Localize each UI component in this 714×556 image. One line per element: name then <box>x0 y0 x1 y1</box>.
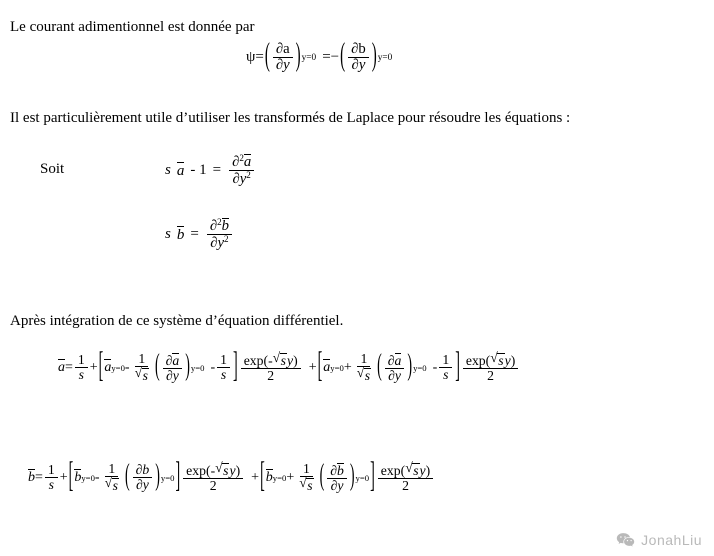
fraction-db-dy <box>133 463 153 493</box>
variable-y: y <box>358 57 366 74</box>
minus-sign: - <box>432 359 438 375</box>
denominator-sqrt-s: √ s <box>354 367 374 383</box>
fraction-one-over-s <box>45 463 58 493</box>
b-bar: b <box>337 462 344 478</box>
equation-solution-a <box>58 347 520 387</box>
variable-b: b <box>358 41 366 57</box>
paren-group-da-dy <box>154 350 191 384</box>
numerator-one: 1 <box>217 353 230 368</box>
fraction-one-over-sqrt-s <box>296 462 316 494</box>
variable-y: y <box>283 57 290 74</box>
paren-group-db-dy <box>124 460 161 494</box>
variable-y: y <box>239 171 247 188</box>
left-paren: ( <box>124 460 130 494</box>
plus-sign: + <box>286 469 295 485</box>
numerator-one: 1 <box>439 353 452 368</box>
variable-y: y <box>504 353 511 368</box>
partial-symbol: ∂ <box>351 57 359 74</box>
a-bar: a <box>104 360 112 376</box>
paren-group-db-dy <box>319 460 356 494</box>
partial-symbol: ∂ <box>330 462 338 478</box>
equation-laplace-b <box>165 218 234 252</box>
partial-symbol: ∂ <box>388 367 395 383</box>
right-paren: ) <box>371 39 377 75</box>
right-paren: ) <box>155 460 160 494</box>
left-bracket: [ <box>260 457 265 497</box>
exp-label: exp <box>243 353 264 368</box>
partial-symbol: ∂ <box>387 352 395 368</box>
a-bar: a <box>394 352 402 368</box>
left-paren: ( <box>340 39 346 75</box>
partial-symbol: ∂ <box>210 235 218 252</box>
left-bracket: [ <box>317 347 323 387</box>
numerator-one: 1 <box>300 462 313 477</box>
plus-sign: + <box>343 359 352 375</box>
b-bar: b <box>221 218 229 234</box>
minus-sign: - <box>124 359 130 375</box>
fraction-exp-neg-over-two: $\frac{\exp(- √ sy)}{2}$ <box>241 352 301 384</box>
left-bracket: [ <box>98 347 104 387</box>
paren-group-da-dy <box>376 350 413 384</box>
partial-symbol: ∂ <box>165 367 173 383</box>
right-bracket: ] <box>455 347 460 387</box>
psi-symbol: ψ <box>246 49 256 66</box>
bracket-group-2 <box>317 347 461 387</box>
subscript-y0: y=0 <box>301 52 317 63</box>
fraction-one-over-sqrt-s <box>102 462 122 494</box>
a-bar: a <box>176 162 185 179</box>
partial-symbol: ∂ <box>232 171 240 188</box>
exp-label: exp <box>465 353 486 368</box>
fraction-exp-pos-over-two: $\frac{\exp( √ sy)}{2}$ <box>378 462 433 494</box>
denominator-sqrt-s: √ s <box>102 477 122 493</box>
right-bracket: ] <box>233 347 238 387</box>
fraction-exp-neg-over-two: $\frac{\exp(- √ sy)}{2}$ <box>183 462 243 494</box>
right-paren: ) <box>295 39 301 75</box>
watermark <box>616 532 702 548</box>
left-paren: ( <box>264 39 270 75</box>
left-paren: ( <box>319 460 325 494</box>
variable-y: y <box>337 477 344 493</box>
fraction-one-over-s <box>217 353 230 383</box>
minus-sign: - <box>210 359 216 375</box>
paragraph-apres-integration: Après intégration de ce système d’équation différentiel. <box>10 313 344 329</box>
equals-sign: = <box>35 469 43 485</box>
minus-sign: - <box>268 353 273 368</box>
exp-label: exp <box>380 463 401 478</box>
a-bar: a <box>323 360 331 376</box>
b-bar: b <box>74 470 82 486</box>
exponent-two: 2 <box>224 234 229 245</box>
watermark-label: JonahLiu <box>641 532 702 548</box>
fraction-db-dy <box>327 463 347 494</box>
wechat-icon <box>616 532 635 548</box>
numerator-one: 1 <box>75 353 88 368</box>
fraction-one-over-s <box>75 353 88 383</box>
exp-label: exp <box>186 463 206 478</box>
equals-sign: = <box>322 49 331 66</box>
b-bar: b <box>265 470 273 486</box>
equation-psi <box>246 39 393 75</box>
paragraph-intro: Le courant adimentionnel est donnée par <box>10 19 255 35</box>
denominator-sqrt-s: √ s <box>132 367 152 383</box>
variable-b: b <box>142 462 150 477</box>
equals-sign: = <box>65 359 73 375</box>
equals-sign: = <box>190 226 199 243</box>
left-bracket: [ <box>68 457 74 497</box>
subscript-y0: y=0 <box>413 362 427 373</box>
denominator-two: 2 <box>267 368 275 384</box>
partial-symbol: ∂ <box>351 41 359 57</box>
variable-s: s <box>165 162 171 179</box>
right-bracket: ] <box>370 457 375 497</box>
right-paren: ) <box>185 350 190 384</box>
partial-symbol: ∂ <box>135 477 143 493</box>
variable-y: y <box>287 353 294 368</box>
minus-sign: - <box>94 469 100 485</box>
subscript-y0: y=0 <box>190 362 205 373</box>
subscript-y0: y=0 <box>355 472 370 483</box>
numerator-one: 1 <box>357 352 370 367</box>
fraction-db-dy <box>348 42 369 74</box>
fraction-one-over-s <box>439 353 452 383</box>
b-bar: b <box>28 470 35 486</box>
fraction-exp-pos-over-two: $\frac{\exp( √ sy)}{2}$ <box>463 352 518 384</box>
right-paren: ) <box>349 460 355 494</box>
numerator-one: 1 <box>135 352 148 367</box>
b-bar: b <box>176 226 185 243</box>
minus-sign: − <box>330 49 340 66</box>
denominator-two: 2 <box>402 478 409 494</box>
paren-group-a <box>264 39 302 75</box>
fraction-one-over-sqrt-s <box>354 352 374 384</box>
bracket-group-2 <box>259 457 376 497</box>
denominator-two: 2 <box>487 368 494 384</box>
denominator-two: 2 <box>209 478 217 494</box>
a-bar: a <box>58 360 65 376</box>
exponent-two: 2 <box>239 153 244 163</box>
fraction-d2a-dy2 <box>229 154 254 188</box>
partial-symbol: ∂ <box>275 41 284 57</box>
exponent-two: 2 <box>217 217 222 227</box>
bracket-group-1 <box>98 347 239 387</box>
equals-sign: = <box>212 162 222 179</box>
subscript-y0: y=0 <box>330 362 344 373</box>
numerator-one: 1 <box>105 462 118 477</box>
numerator-one: 1 <box>45 463 58 478</box>
subscript-y0: y=0 <box>272 472 287 483</box>
left-paren: ( <box>154 350 160 384</box>
denominator-s: s <box>443 367 449 383</box>
denominator-s: s <box>220 367 227 383</box>
exponent-two: 2 <box>246 170 251 181</box>
left-paren: ( <box>377 350 382 384</box>
partial-symbol: ∂ <box>135 462 143 477</box>
variable-y: y <box>394 367 402 383</box>
equation-solution-b <box>28 457 435 497</box>
plus-sign: + <box>251 469 260 485</box>
bracket-group-1 <box>68 457 182 497</box>
subscript-y0: y=0 <box>81 472 95 483</box>
denominator-sqrt-s: √ s <box>296 477 316 493</box>
partial-symbol: ∂ <box>275 57 284 74</box>
minus-one: - 1 <box>190 162 207 179</box>
plus-sign: + <box>308 359 317 375</box>
right-bracket: ] <box>175 457 181 497</box>
denominator-s: s <box>78 367 84 383</box>
partial-symbol: ∂ <box>330 477 338 493</box>
variable-y: y <box>419 463 426 478</box>
variable-y: y <box>142 477 149 493</box>
fraction-d2b-dy2 <box>207 218 232 252</box>
paragraph-laplace: Il est particulièrement utile d’utiliser les transformés de Laplace pour résoudre les équations : <box>10 110 571 126</box>
partial-symbol: ∂ <box>232 154 240 170</box>
partial-symbol: ∂ <box>209 218 218 234</box>
equals-sign: = <box>255 49 264 66</box>
variable-y: y <box>217 235 225 252</box>
subscript-y0: y=0 <box>111 362 125 373</box>
variable-s: s <box>165 226 171 243</box>
variable-y: y <box>229 463 236 478</box>
fraction-da-dy <box>385 353 405 384</box>
minus-sign: - <box>210 463 216 478</box>
subscript-y0: y=0 <box>160 472 175 483</box>
variable-a: a <box>283 41 290 57</box>
plus-sign: + <box>89 359 98 375</box>
paren-group-b <box>339 39 378 75</box>
subscript-y0: y=0 <box>377 52 393 63</box>
a-bar: a <box>172 352 180 368</box>
variable-y: y <box>172 367 179 383</box>
plus-sign: + <box>59 469 68 485</box>
fraction-da-dy <box>163 353 183 384</box>
fraction-one-over-sqrt-s <box>132 352 152 384</box>
denominator-s: s <box>48 477 54 493</box>
fraction-da-dy <box>273 42 293 74</box>
equation-laplace-a <box>165 154 256 188</box>
partial-symbol: ∂ <box>165 352 173 368</box>
a-bar: a <box>243 154 252 170</box>
label-soit: Soit <box>40 161 65 177</box>
right-paren: ) <box>407 350 413 384</box>
